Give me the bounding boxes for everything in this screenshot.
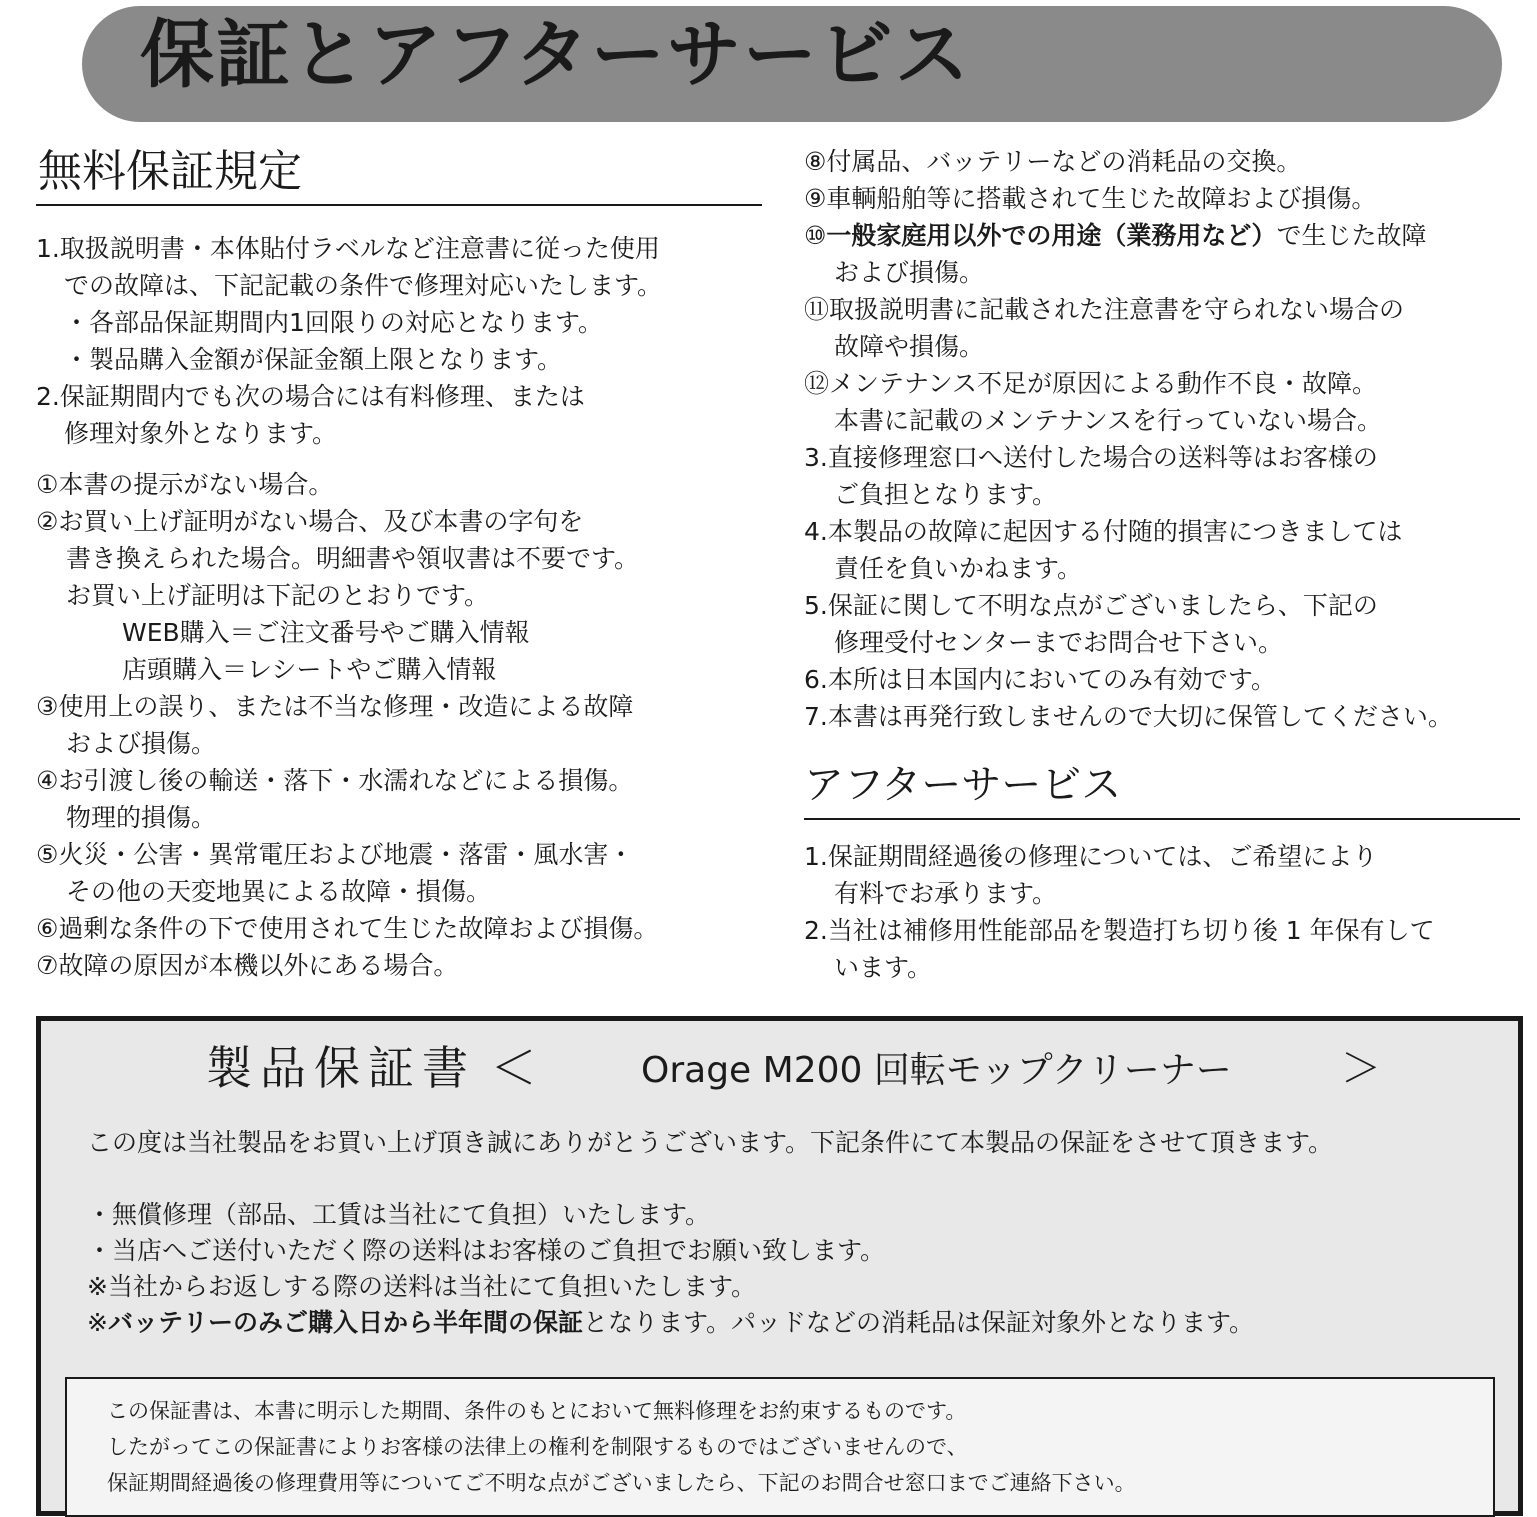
term-line: 1.取扱説明書・本体貼付ラベルなど注意書に従った使用 — [36, 234, 660, 263]
term-tail: で生じた故障 — [1276, 221, 1427, 250]
term-line: 有料でお承ります。 — [834, 879, 1058, 908]
warranty-bullet: ・無償修理（部品、工賃は当社にて負担）いたします。 — [87, 1200, 711, 1229]
warranty-battery-note — [87, 1305, 1254, 1341]
free-warranty-rule — [36, 204, 762, 206]
warranty-intro: この度は当社製品をお買い上げ頂き誠にありがとうございます。下記条件にて本製品の保証をさせて頂きます。 — [87, 1128, 1334, 1157]
term-number: ⑩ — [804, 221, 827, 250]
term-line: 2.保証期間内でも次の場合には有料修理、または — [36, 382, 585, 411]
term-line: ⑨車輌船舶等に搭載されて生じた故障および損傷。 — [804, 184, 1377, 213]
term-line: 修理対象外となります。 — [64, 419, 338, 448]
term-line: ・各部品保証期間内1回限りの対応となります。 — [64, 308, 603, 337]
term-line: ⑤火災・公害・異常電圧および地震・落雷・風水害・ — [36, 840, 634, 869]
battery-emphasis: バッテリーのみご購入日から半年間の保証 — [107, 1308, 583, 1337]
term-line: ・製品購入金額が保証金額上限となります。 — [64, 345, 563, 374]
term-line: その他の天変地異による故障・損傷。 — [66, 877, 492, 906]
term-line-mixed — [804, 217, 1453, 254]
notice-line: したがってこの保証書によりお客様の法律上の権利を制限するものではございませんので、 — [107, 1435, 968, 1459]
term-line: 6.本所は日本国内においてのみ有効です。 — [804, 665, 1276, 694]
term-line: ①本書の提示がない場合。 — [36, 470, 334, 499]
term-emphasis: 一般家庭用以外での用途（業務用など） — [826, 221, 1277, 250]
term-line: での故障は、下記記載の条件で修理対応いたします。 — [64, 271, 663, 300]
after-service-heading: アフターサービス — [804, 762, 1122, 808]
warranty-notice-box — [65, 1377, 1495, 1517]
warranty-bullets — [87, 1197, 1254, 1341]
warranty-title-text: 製品保証書 — [206, 1041, 476, 1095]
free-warranty-terms-continued — [804, 143, 1453, 735]
term-line: および損傷。 — [834, 258, 985, 287]
note-mark: ※ — [87, 1308, 108, 1337]
term-line: ⑥過剰な条件の下で使用されて生じた故障および損傷。 — [36, 914, 659, 943]
term-line: ご負担となります。 — [834, 480, 1058, 509]
term-line: ④お引渡し後の輸送・落下・水濡れなどによる損傷。 — [36, 766, 634, 795]
term-line: 7.本書は再発行致しませんので大切に保管してください。 — [804, 702, 1453, 731]
notice-line: この保証書は、本書に明示した期間、条件のもとにおいて無料修理をお約束するものです。 — [107, 1399, 967, 1423]
bracket-open: ＜ — [490, 1041, 537, 1095]
term-line: 書き換えられた場合。明細書や領収書は不要です。 — [66, 544, 640, 573]
term-line: 1.保証期間経過後の修理については、ご希望により — [804, 842, 1378, 871]
term-line: います。 — [834, 953, 933, 982]
term-line: ③使用上の誤り、または不当な修理・改造による故障 — [36, 692, 634, 721]
term-line: 3.直接修理窓口へ送付した場合の送料等はお客様の — [804, 443, 1378, 472]
term-line: 責任を負いかねます。 — [834, 554, 1083, 583]
battery-rest: となります。パッドなどの消耗品は保証対象外となります。 — [582, 1308, 1254, 1337]
bracket-close: ＞ — [1341, 1046, 1381, 1092]
after-service-terms — [804, 838, 1435, 986]
term-line: ⑦故障の原因が本機以外にある場合。 — [36, 951, 459, 980]
term-line: 物理的損傷。 — [66, 803, 217, 832]
term-line: 修理受付センターまでお問合せ下さい。 — [834, 628, 1284, 657]
term-line: および損傷。 — [66, 729, 217, 758]
term-line: ⑫メンテナンス不足が原因による動作不良・故障。 — [804, 369, 1378, 398]
product-name: Orage M200 回転モップクリーナー — [641, 1050, 1232, 1091]
term-line: 5.保証に関して不明な点がございましたら、下記の — [804, 591, 1378, 620]
warranty-bullet: ※当社からお返しする際の送料は当社にて負担いたします。 — [87, 1272, 756, 1301]
warranty-card-title — [206, 1041, 537, 1096]
term-line: ⑪取扱説明書に記載された注意書を守られない場合の — [804, 295, 1405, 324]
free-warranty-heading: 無料保証規定 — [38, 146, 302, 197]
free-warranty-terms — [36, 230, 662, 984]
term-line: ②お買い上げ証明がない場合、及び本書の字句を — [36, 507, 584, 536]
term-line: ⑧付属品、バッテリーなどの消耗品の交換。 — [804, 147, 1302, 176]
term-line: 店頭購入＝レシートやご購入情報 — [122, 655, 497, 684]
after-service-rule — [804, 818, 1520, 820]
term-line: お買い上げ証明は下記のとおりです。 — [66, 581, 490, 610]
warranty-bullet: ・当店へご送付いただく際の送料はお客様のご負担でお願い致します。 — [87, 1236, 886, 1265]
term-line: 故障や損傷。 — [834, 332, 985, 361]
notice-line: 保証期間経過後の修理費用等についてご不明な点がございましたら、下記のお問合せ窓口までご連絡下さい。 — [107, 1471, 1136, 1495]
warranty-card — [36, 1016, 1523, 1516]
term-line: WEB購入＝ご注文番号やご購入情報 — [122, 618, 530, 647]
term-line: 2.当社は補修用性能部品を製造打ち切り後 1 年保有して — [804, 916, 1435, 945]
page-title: 保証とアフターサービス — [140, 12, 971, 98]
term-line: 本書に記載のメンテナンスを行っていない場合。 — [834, 406, 1383, 435]
term-line: 4.本製品の故障に起因する付随的損害につきましては — [804, 517, 1403, 546]
